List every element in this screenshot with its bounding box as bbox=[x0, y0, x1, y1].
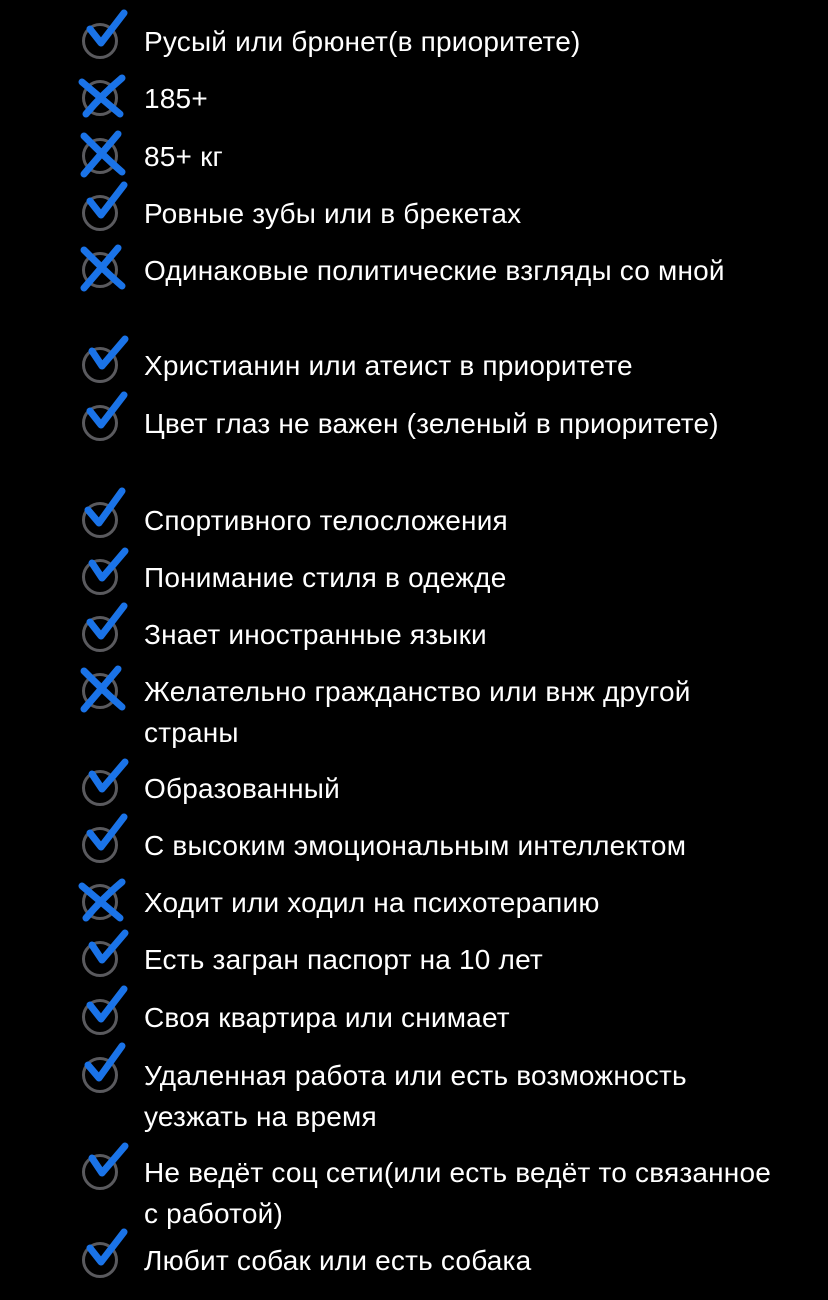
checkbox-circle[interactable] bbox=[82, 23, 118, 59]
checklist-item-text: Знает иностранные языки bbox=[144, 619, 487, 650]
checkbox-circle[interactable] bbox=[82, 195, 118, 231]
checklist-item-text: С высоким эмоциональным интеллектом bbox=[144, 830, 687, 861]
checkbox-circle[interactable] bbox=[82, 405, 118, 441]
checklist-item-text: Образованный bbox=[144, 773, 340, 804]
checklist-item-text: Цвет глаз не важен (зеленый в приоритете) bbox=[144, 408, 719, 439]
checkbox-circle[interactable] bbox=[82, 770, 118, 806]
checklist-item-text: Удаленная работа или есть возможность уезжать на время bbox=[144, 1060, 687, 1132]
checklist-item-text: Русый или брюнет(в приоритете) bbox=[144, 26, 581, 57]
checkbox-circle[interactable] bbox=[82, 1154, 118, 1190]
checkbox-circle[interactable] bbox=[82, 502, 118, 538]
checklist-item-text: Есть загран паспорт на 10 лет bbox=[144, 944, 543, 975]
checklist-item-text: Понимание стиля в одежде bbox=[144, 562, 507, 593]
checkbox-circle[interactable] bbox=[82, 1242, 118, 1278]
checkbox-circle[interactable] bbox=[82, 80, 118, 116]
checklist-item-text: Одинаковые политические взгляды со мной bbox=[144, 255, 725, 286]
checkbox-circle[interactable] bbox=[82, 1057, 118, 1093]
checkbox-circle[interactable] bbox=[82, 884, 118, 920]
checklist-item-text: Не ведёт соц сети(или есть ведёт то связанное с работой) bbox=[144, 1157, 771, 1229]
checkbox-circle[interactable] bbox=[82, 999, 118, 1035]
checklist-item-text: Ровные зубы или в брекетах bbox=[144, 198, 522, 229]
checkbox-circle[interactable] bbox=[82, 138, 118, 174]
checklist-item-text: Ходит или ходил на психотерапию bbox=[144, 887, 600, 918]
checklist-item-text: 185+ bbox=[144, 83, 208, 114]
checkbox-circle[interactable] bbox=[82, 827, 118, 863]
checklist-item-text: Желательно гражданство или внж другой страны bbox=[144, 676, 691, 748]
checklist-item-text: Своя квартира или снимает bbox=[144, 1002, 510, 1033]
checkbox-circle[interactable] bbox=[82, 616, 118, 652]
checkbox-circle[interactable] bbox=[82, 673, 118, 709]
checkbox-circle[interactable] bbox=[82, 559, 118, 595]
checklist-item-text: Спортивного телосложения bbox=[144, 505, 508, 536]
checklist-item-text: Христианин или атеист в приоритете bbox=[144, 350, 633, 381]
checkbox-circle[interactable] bbox=[82, 347, 118, 383]
checklist-item-text: Любит собак или есть собака bbox=[144, 1245, 532, 1276]
checklist-item-text: 85+ кг bbox=[144, 141, 223, 172]
checkbox-circle[interactable] bbox=[82, 941, 118, 977]
checkbox-circle[interactable] bbox=[82, 252, 118, 288]
